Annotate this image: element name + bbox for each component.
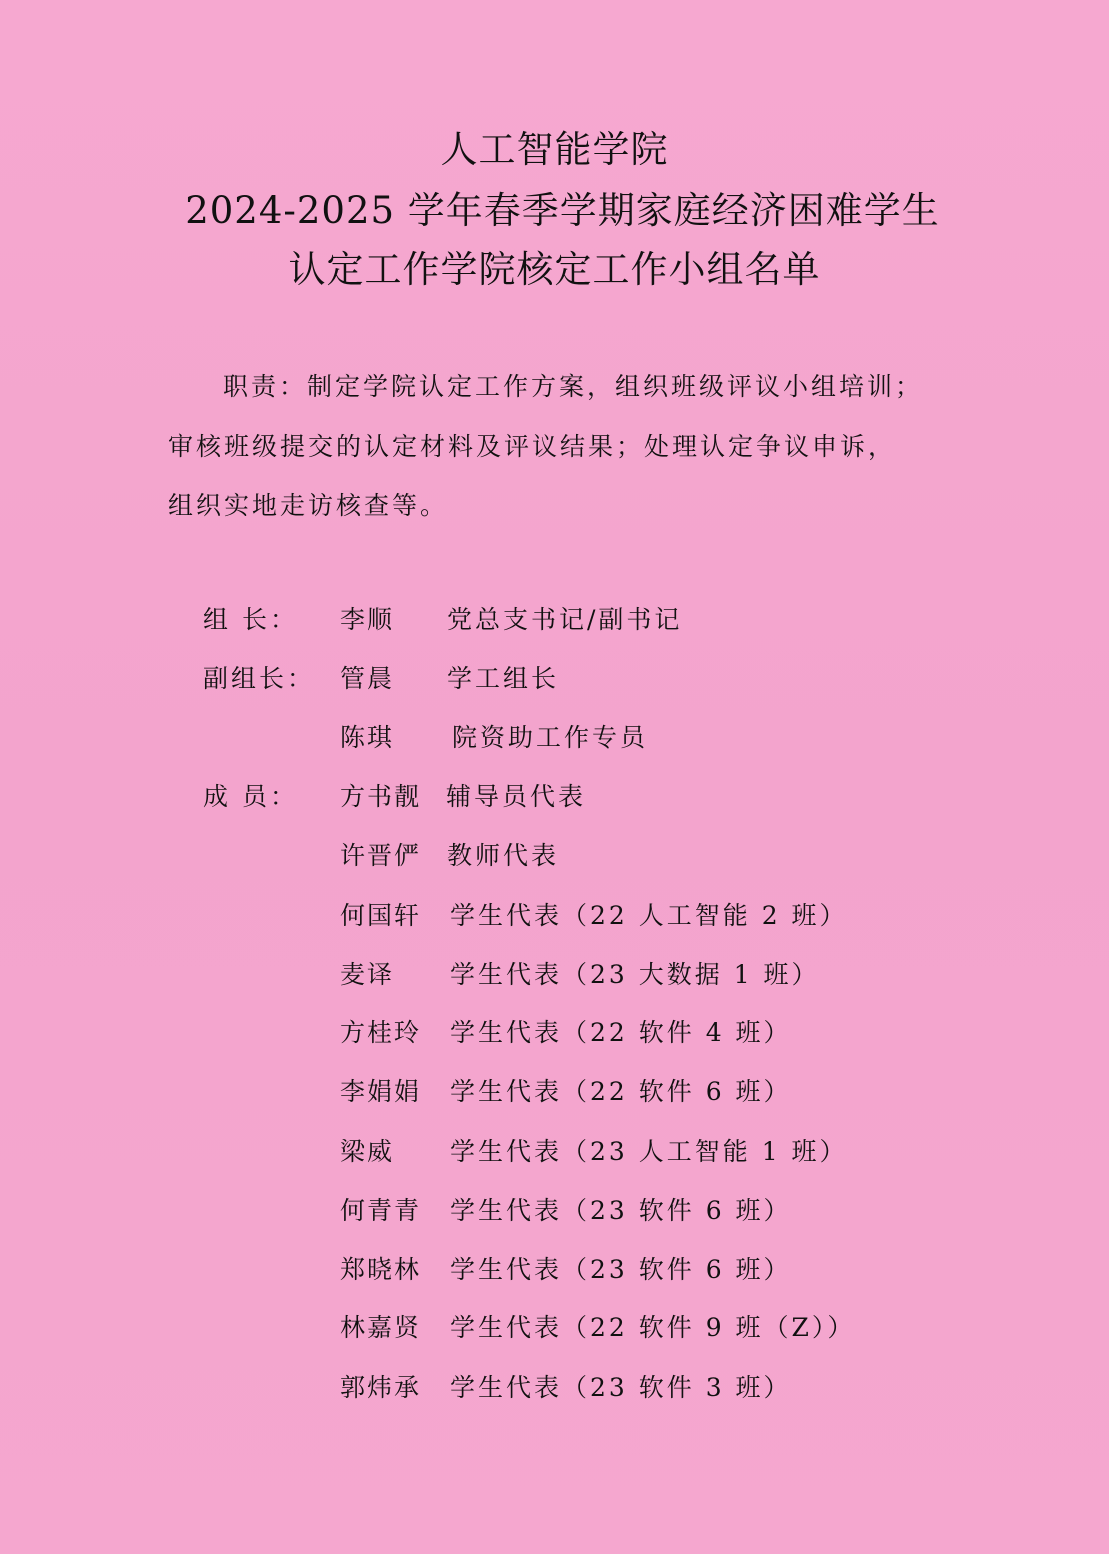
member-name: 方书靓 — [340, 782, 422, 811]
member-name: 管晨 — [340, 664, 395, 693]
member-name: 林嘉贤 — [340, 1313, 422, 1342]
duties-line-1: 职责：制定学院认定工作方案，组织班级评议小组培训； — [223, 372, 924, 401]
member-description: 教师代表 — [447, 841, 560, 870]
member-name: 郑晓林 — [340, 1255, 422, 1284]
member-description: 辅导员代表 — [446, 782, 587, 811]
member-name: 陈琪 — [340, 723, 395, 752]
member-description: 学生代表（23 软件 3 班） — [450, 1373, 792, 1402]
member-name: 许晋俨 — [340, 841, 422, 870]
title-line-1: 人工智能学院 — [440, 128, 669, 171]
member-name: 何国轩 — [340, 901, 422, 930]
duties-line-2: 审核班级提交的认定材料及评议结果；处理认定争议申诉， — [168, 432, 897, 461]
member-name: 麦译 — [340, 960, 395, 989]
member-description: 学生代表（23 软件 6 班） — [450, 1255, 792, 1284]
member-name: 李顺 — [340, 605, 395, 634]
title-line-3: 认定工作学院核定工作小组名单 — [288, 248, 821, 291]
member-description: 党总支书记/副书记 — [447, 605, 683, 634]
member-name: 方桂玲 — [340, 1018, 422, 1047]
member-description: 学生代表（22 软件 6 班） — [450, 1077, 792, 1106]
member-name: 何青青 — [340, 1196, 422, 1225]
member-description: 学生代表（23 人工智能 1 班） — [450, 1137, 848, 1166]
title-line-2: 2024-2025 学年春季学期家庭经济困难学生 — [185, 189, 940, 232]
member-role: 组 长： — [203, 605, 298, 634]
member-description: 院资助工作专员 — [452, 723, 649, 752]
member-role: 成 员： — [203, 782, 298, 811]
member-description: 学工组长 — [447, 664, 560, 693]
member-description: 学生代表（23 软件 6 班） — [450, 1196, 792, 1225]
member-name: 李娟娟 — [340, 1077, 422, 1106]
member-description: 学生代表（22 软件 9 班（Z）） — [450, 1313, 856, 1342]
member-description: 学生代表（22 人工智能 2 班） — [450, 901, 848, 930]
member-role: 副组长： — [203, 664, 316, 693]
member-name: 梁威 — [340, 1137, 395, 1166]
duties-line-3: 组织实地走访核查等。 — [168, 491, 449, 520]
member-name: 郭炜承 — [340, 1373, 422, 1402]
member-description: 学生代表（23 大数据 1 班） — [450, 960, 820, 989]
member-description: 学生代表（22 软件 4 班） — [450, 1018, 792, 1047]
